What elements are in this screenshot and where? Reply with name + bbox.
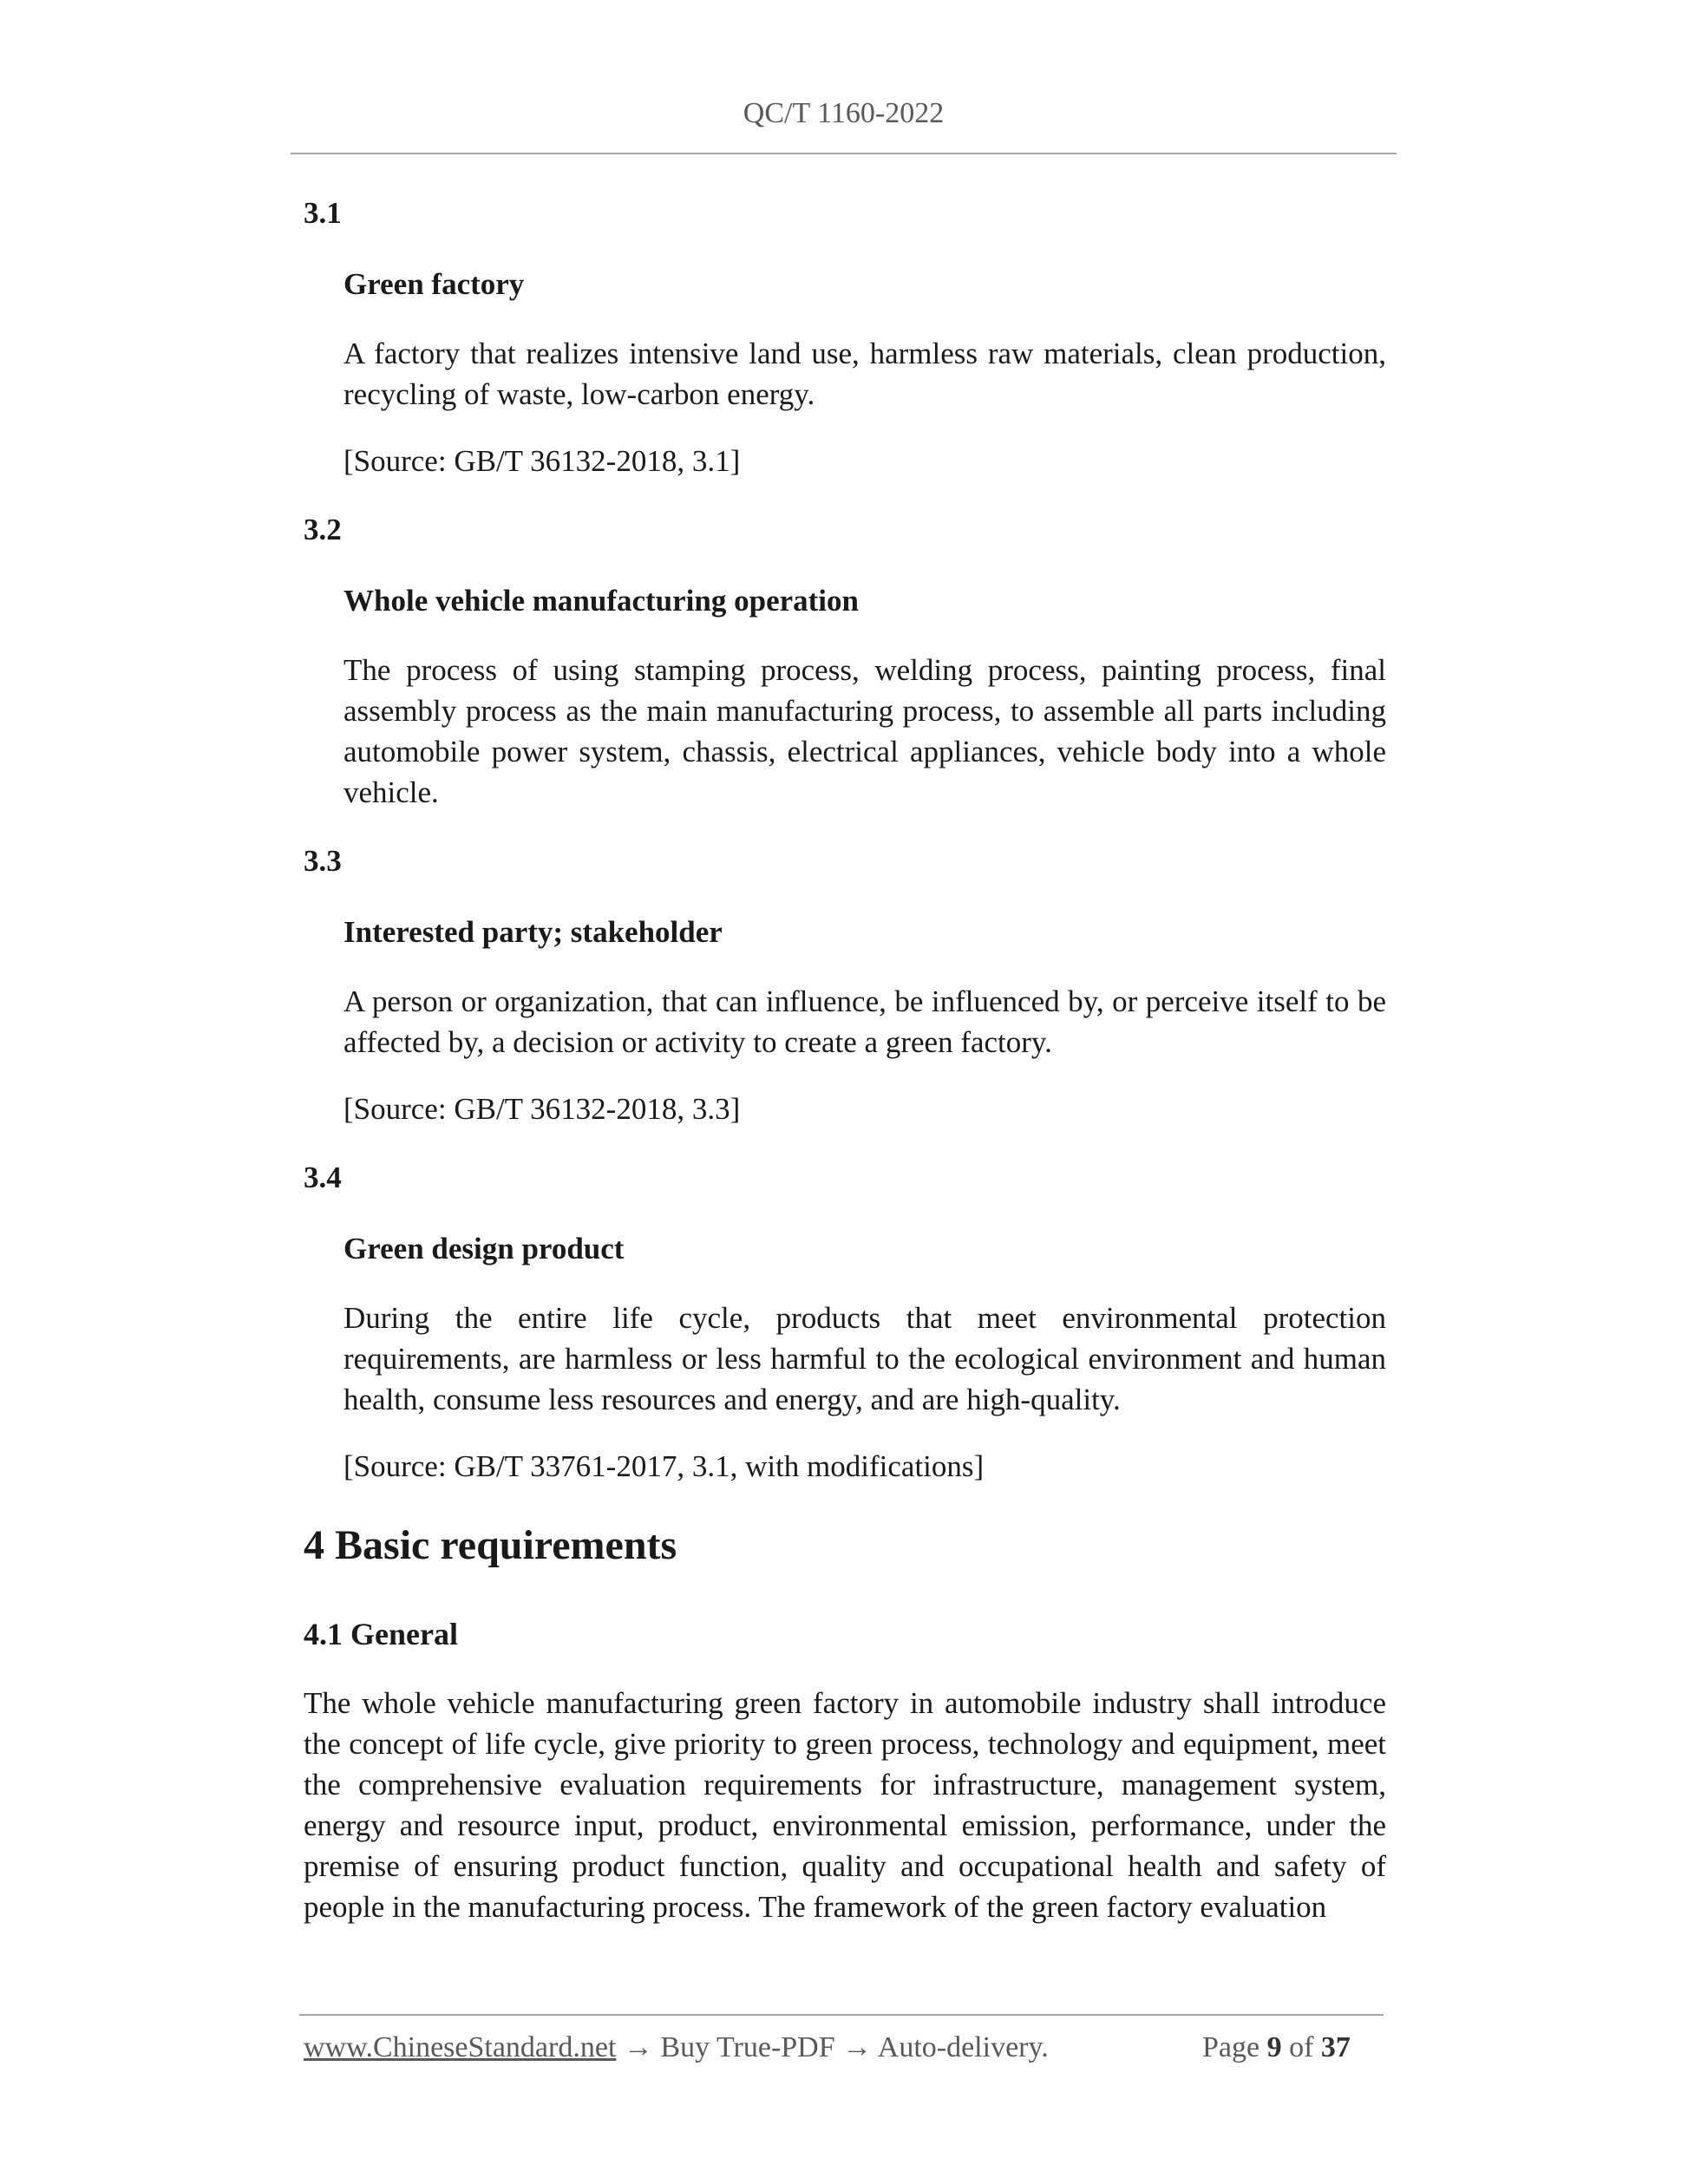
term-title-3-3: Interested party; stakeholder	[343, 915, 723, 949]
current-page-number: 9	[1266, 2031, 1282, 2063]
auto-delivery-text: Auto-delivery.	[877, 2031, 1049, 2063]
buy-pdf-text: Buy True-PDF	[660, 2031, 835, 2063]
arrow-right-icon: →	[842, 2031, 873, 2063]
page-indicator	[1202, 2031, 1351, 2064]
footer-promo	[304, 2031, 1049, 2064]
clause-number-3-4: 3.4	[304, 1161, 342, 1194]
term-title-3-4: Green design product	[343, 1232, 625, 1265]
term-definition-3-3: A person or organization, that can influence, be influenced by, or perceive itself to be affected by, a decision or activity to create a green factory.	[343, 984, 1386, 1059]
page-content	[304, 165, 1386, 1927]
header-divider	[291, 153, 1397, 154]
section-heading-4-1: 4.1 General	[304, 1617, 458, 1651]
section-text-4-1: The whole vehicle manufacturing green factory in automobile industry shall introduce the concept of life cycle, give priority to green process, technology and equipment, meet the comprehensive evaluation requirements for infrastructure, management system, energy and resource input, product, environmental emission, performance, under the premise of ensuring product function, quality and occupational health and safety of people in the manufacturing process. The framework of the green factory evaluation	[304, 1686, 1386, 1924]
arrow-right-icon: →	[623, 2031, 653, 2063]
term-definition-3-2: The process of using stamping process, welding process, painting process, final assembly process as the main manufacturing process, to assemble all parts including automobile power system, chassis, electrical appliances, vehicle body into a whole vehicle.	[343, 653, 1386, 809]
total-page-count: 37	[1320, 2031, 1351, 2063]
term-source-3-1: [Source: GB/T 36132-2018, 3.1]	[343, 444, 741, 478]
term-definition-3-1: A factory that realizes intensive land use, harmless raw materials, clean production, recycling of waste, low-carbon energy.	[343, 337, 1386, 411]
term-source-3-4: [Source: GB/T 33761-2017, 3.1, with modifications]	[343, 1449, 985, 1483]
chapter-heading-4: 4 Basic requirements	[304, 1522, 677, 1568]
header-title: QC/T 1160-2022	[743, 97, 945, 129]
term-definition-3-4: During the entire life cycle, products that meet environmental protection requirements, are harmless or less harmful to the ecological environment and human health, consume less resources and energy, and are high-quality.	[343, 1301, 1386, 1416]
term-title-3-1: Green factory	[343, 267, 525, 301]
term-title-3-2: Whole vehicle manufacturing operation	[343, 584, 859, 618]
footer-divider	[299, 2014, 1384, 2016]
term-source-3-3: [Source: GB/T 36132-2018, 3.3]	[343, 1092, 741, 1126]
clause-number-3-3: 3.3	[304, 844, 342, 878]
website-link[interactable]: www.ChineseStandard.net	[304, 2031, 617, 2063]
of-label: of	[1289, 2031, 1314, 2063]
clause-number-3-1: 3.1	[304, 196, 342, 230]
clause-number-3-2: 3.2	[304, 513, 342, 546]
page-label: Page	[1202, 2031, 1260, 2063]
